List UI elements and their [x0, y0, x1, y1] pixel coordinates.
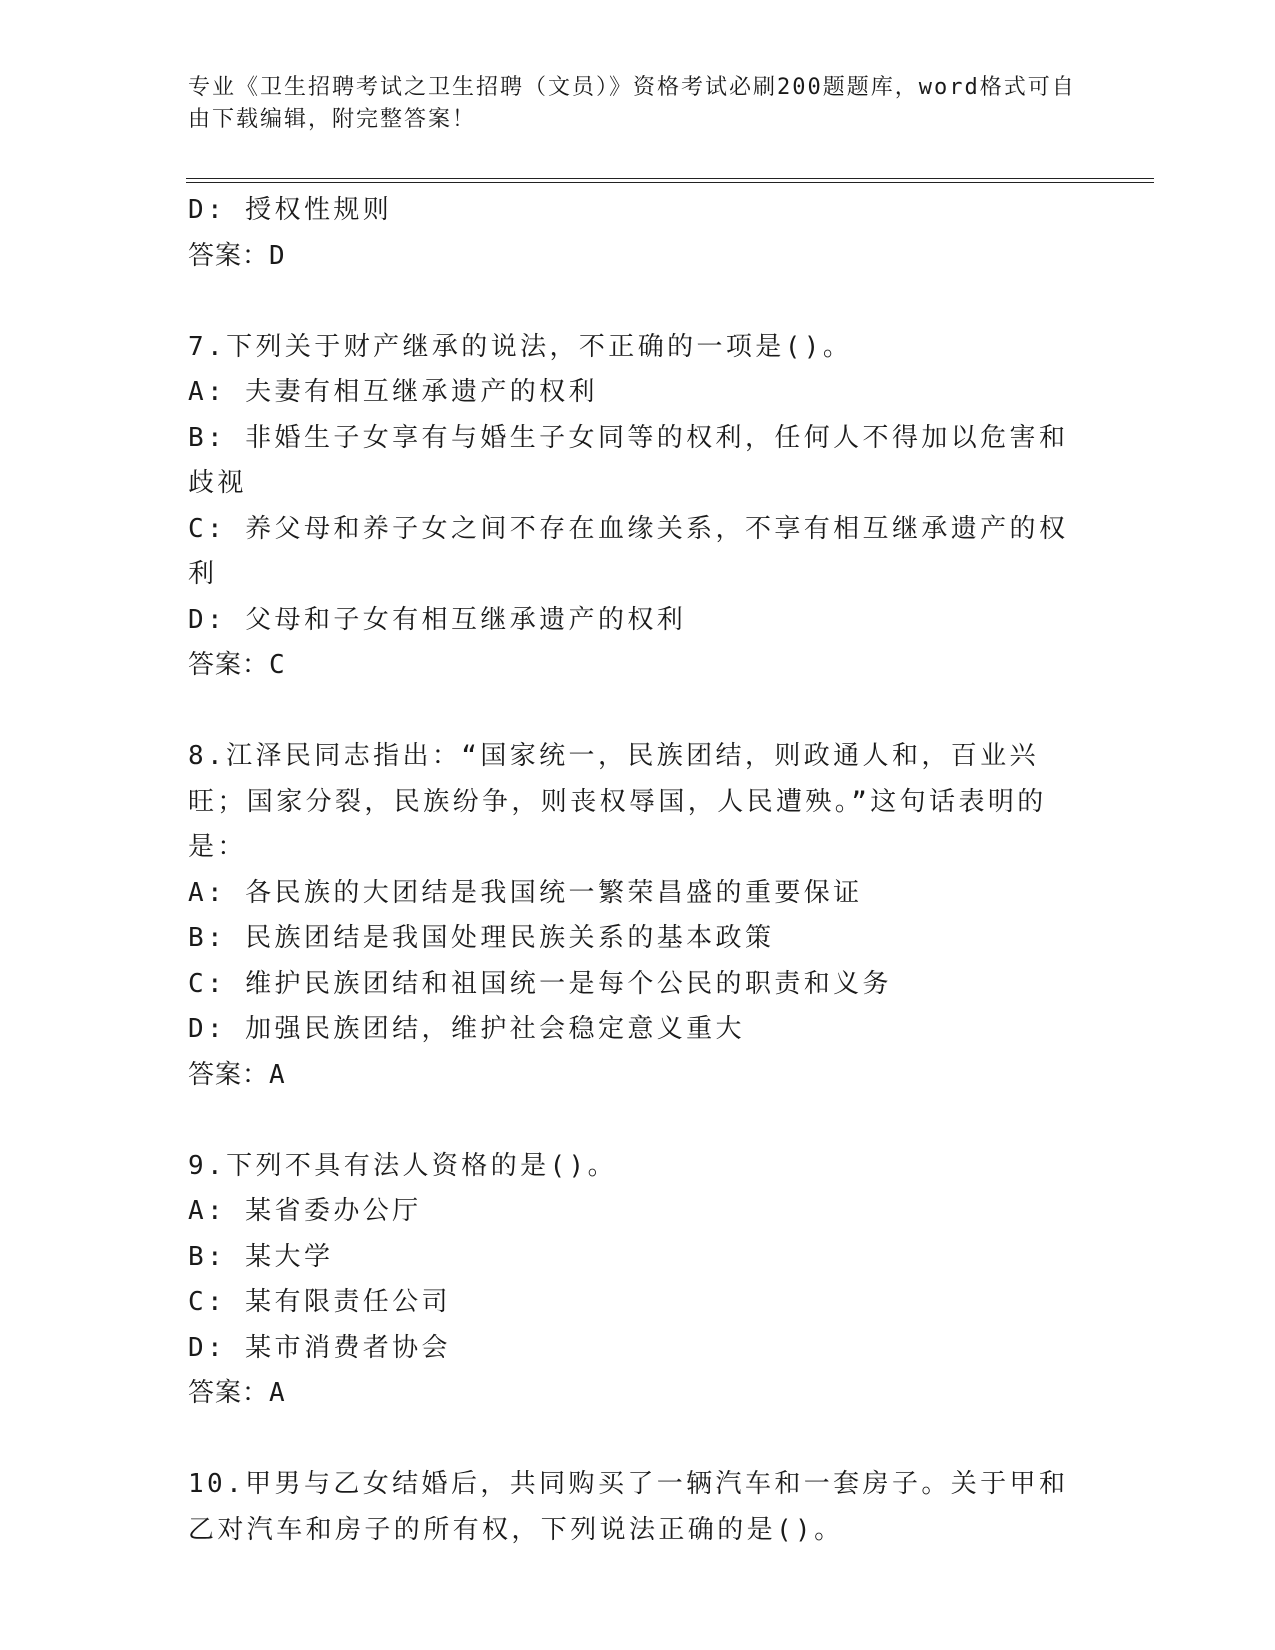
- option-b: B: 民族团结是我国处理民族关系的基本政策: [188, 923, 775, 953]
- document-body: [188, 188, 1078, 1553]
- answer-line: 答案：A: [188, 1059, 286, 1090]
- option-b: B: 某大学: [188, 1241, 334, 1272]
- document-header: [188, 72, 1088, 136]
- option-c: C: 某有限责任公司: [188, 1287, 451, 1317]
- answer-line: 答案：D: [188, 240, 286, 271]
- question-stem: 8.江泽民同志指出：“国家统一，民族团结，则政通人和，百业兴旺；国家分裂，民族纷争，则丧权辱国，人民遭殃。”这句话表明的是：: [188, 741, 1047, 862]
- spacer: [188, 279, 1078, 325]
- option-a: A: 各民族的大团结是我国统一繁荣昌盛的重要保证: [188, 877, 863, 908]
- option-d: D: 授权性规则: [188, 195, 393, 225]
- spacer: [188, 689, 1078, 735]
- question-7: [188, 325, 1078, 689]
- header-divider-bottom: [186, 182, 1154, 183]
- question-stem: 7.下列关于财产继承的说法，不正确的一项是()。: [188, 331, 853, 362]
- question-8: [188, 734, 1078, 1098]
- question-9: [188, 1144, 1078, 1417]
- option-a: A: 某省委办公厅: [188, 1196, 422, 1226]
- option-d: D: 加强民族团结，维护社会稳定意义重大: [188, 1014, 745, 1044]
- option-a: A: 夫妻有相互继承遗产的权利: [188, 377, 598, 407]
- question-stem: 10.甲男与乙女结婚后，共同购买了一辆汽车和一套房子。关于甲和乙对汽车和房子的所有权，下列说法正确的是()。: [188, 1469, 1069, 1545]
- option-d: D: 某市消费者协会: [188, 1332, 451, 1363]
- question-stem: 9.下列不具有法人资格的是()。: [188, 1150, 618, 1181]
- option-d: D: 父母和子女有相互继承遗产的权利: [188, 604, 687, 635]
- option-c: C: 养父母和养子女之间不存在血缘关系，不享有相互继承遗产的权利: [188, 513, 1069, 589]
- option-c: C: 维护民族团结和祖国统一是每个公民的职责和义务: [188, 968, 892, 999]
- question-6-fragment: [188, 188, 1078, 279]
- header-divider-top: [186, 178, 1154, 179]
- answer-line: 答案：C: [188, 650, 286, 680]
- answer-line: 答案：A: [188, 1378, 286, 1408]
- document-title: 专业《卫生招聘考试之卫生招聘（文员）》资格考试必刷200题题库，word格式可自由下载编辑，附完整答案！: [188, 75, 1076, 132]
- question-10: [188, 1462, 1078, 1553]
- spacer: [188, 1098, 1078, 1144]
- option-b: B: 非婚生子女享有与婚生子女同等的权利，任何人不得加以危害和歧视: [188, 422, 1069, 498]
- spacer: [188, 1417, 1078, 1463]
